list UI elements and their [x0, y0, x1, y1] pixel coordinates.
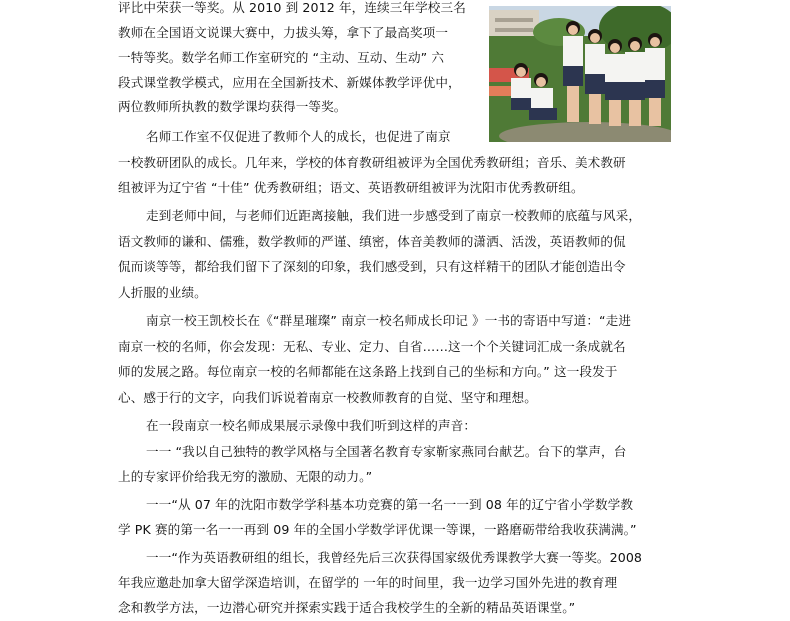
paragraph-start-line: 在一段南京一校名师成果展示录像中我们听到这样的声音： — [146, 418, 477, 433]
text-line: 南京一校的名师，你会发现：无私、专业、定力、自省……这一个个关键词汇成一条成就名 — [118, 339, 626, 354]
paragraph-start-line: 南京一校王凯校长在《“群星璀璨” 南京一校名师成长印记 》一书的寄语中写道：“走进 — [146, 313, 632, 328]
photo-building-window — [495, 18, 533, 22]
text-line: 心、感于行的文字，向我们诉说着南京一校教师教育的自觉、坚守和理想。 — [118, 390, 537, 405]
photo-person-face — [610, 43, 620, 53]
photo-person-face — [650, 37, 660, 47]
photo-person-skirt — [645, 80, 665, 98]
teachers-group-photo — [489, 6, 671, 142]
text-line: 年我应邀赴加拿大留学深造培训，在留学的 一年的时间里，我一边学习国外先进的教育理 — [118, 575, 618, 590]
photo-person-shirt — [531, 88, 553, 108]
photo-person-face — [516, 67, 526, 77]
quote-start-line: 一一“作为英语教研组的组长，我曾经先后三次获得国家级优秀课教学大赛一等奖。2008 — [146, 550, 643, 565]
text-line: 人折服的业绩。 — [118, 285, 207, 300]
paragraph-start-line: 走到老师中间，与老师们近距离接触，我们进一步感受到了南京一校教师的底蕴与风采， — [146, 208, 642, 223]
quote-start-line: 一一“从 07 年的沈阳市数学学科基本功竞赛的第一名一一到 08 年的辽宁省小学数学教 — [146, 497, 634, 512]
photo-person-skirt — [605, 82, 625, 100]
text-line: 语文教师的谦和、儒雅，数学教师的严谨、缜密，体音美教师的潇洒、活泼，英语教师的侃 — [118, 234, 626, 249]
photo-person-shirt — [585, 44, 605, 74]
photo-person-legs — [589, 94, 601, 124]
photo-person-legs — [609, 100, 621, 126]
photo-person-face — [568, 25, 578, 35]
photo-person-shirt — [563, 36, 583, 66]
photo-building-window — [495, 28, 533, 32]
text-line: 组被评为辽宁省 “十佳” 优秀教研组；语文、英语教研组被评为沈阳市优秀教研组。 — [118, 180, 584, 195]
text-line: 学 PK 赛的第一名一一再到 09 年的全国小学数学评优课一等课，一路磨砺带给我收获满满。” — [118, 522, 637, 537]
text-line: 师的发展之路。每位南京一校的名师都能在这条路上找到自己的坐标和方向。” 这一段发于 — [118, 364, 618, 379]
photo-person-legs — [629, 100, 641, 126]
text-line: 一特等奖。数学名师工作室研究的 “主动、互动、生动” 六 — [118, 50, 445, 65]
photo-person-shirt — [605, 54, 625, 82]
text-line: 段式课堂教学模式，应用在全国新技术、新媒体教学评优中， — [118, 75, 461, 90]
photo-person-legs — [567, 86, 579, 122]
text-line: 念和教学方法，一边潜心研究并探索实践于适合我校学生的全新的精品英语课堂。” — [118, 600, 576, 615]
photo-person-skirt — [563, 66, 583, 86]
photo-person-face — [630, 41, 640, 51]
text-line: 侃而谈等等，都给我们留下了深刻的印象，我们感受到，只有这样精干的团队才能创造出令 — [118, 259, 626, 274]
photo-person-skirt — [585, 74, 605, 94]
photo-person-face — [536, 77, 546, 87]
paragraph-start-line: 名师工作室不仅促进了教师个人的成长，也促进了南京 — [146, 129, 451, 144]
photo-person-face — [590, 33, 600, 43]
text-line: 两位教师所执教的数学课均获得一等奖。 — [118, 99, 347, 114]
text-line: 评比中荣获一等奖。从 2010 到 2012 年，连续三年学校三名 — [118, 0, 466, 15]
photo-person-skirt — [625, 82, 645, 100]
photo-person-legs — [649, 98, 661, 126]
text-line: 上的专家评价给我无穷的激励、无限的动力。” — [118, 469, 373, 484]
photo-person-shirt — [625, 52, 645, 82]
quote-start-line: 一一 “我以自己独特的教学风格与全国著名教育专家靳家燕同台献艺。台下的掌声，台 — [146, 444, 627, 459]
teachers-photo-illustration — [489, 6, 671, 142]
photo-person-shirt — [511, 78, 531, 98]
photo-person-shirt — [645, 48, 665, 80]
text-line: 一校教研团队的成长。几年来，学校的体育教研组被评为全国优秀教研组；音乐、美术教研 — [118, 155, 626, 170]
text-line: 教师在全国语文说课大赛中，力拔头筹，拿下了最高奖项一 — [118, 25, 449, 40]
photo-person-skirt — [529, 108, 557, 120]
